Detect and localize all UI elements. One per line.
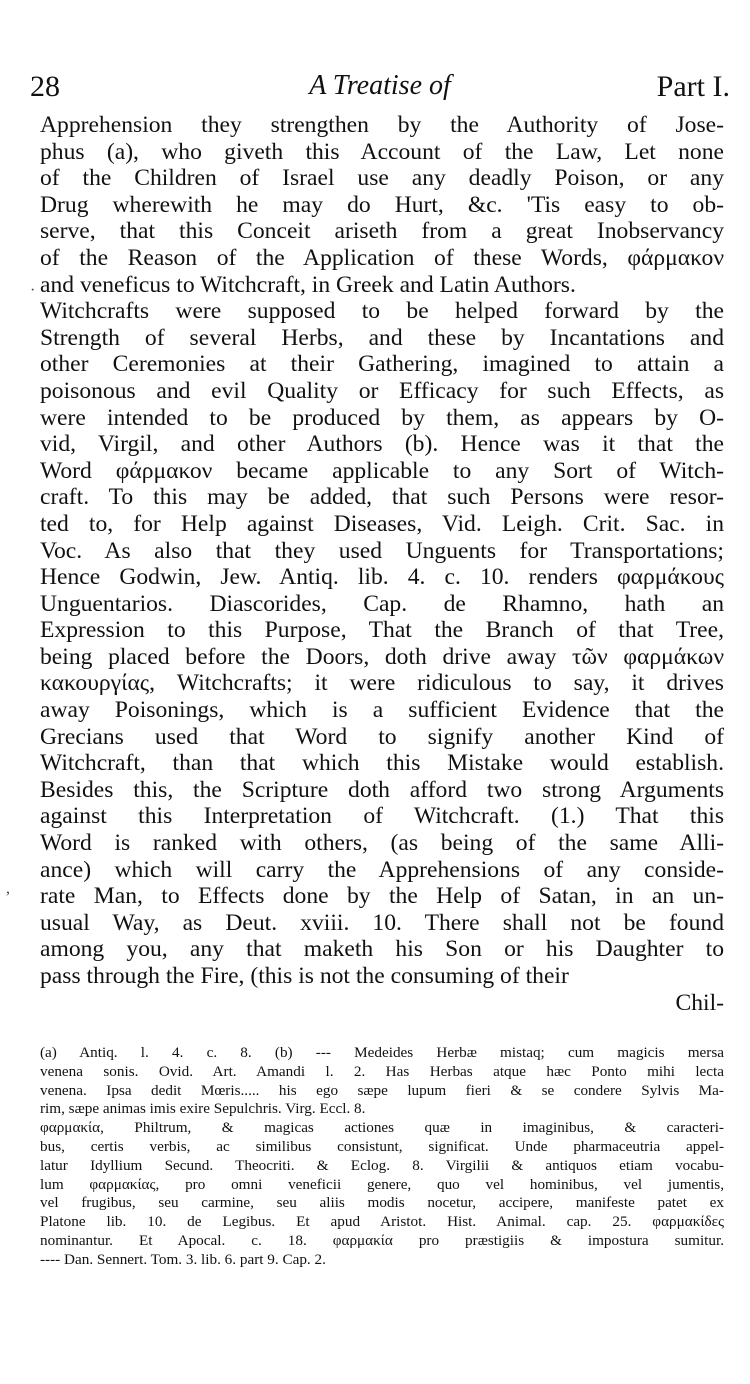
footnote-line: bus, certis verbis, ac similibus consistunt, significat. Unde pharmaceutria appel- <box>40 1137 724 1155</box>
text-line: vid, Virgil, and other Authors (b). Hence was it that the <box>40 431 724 458</box>
running-title <box>30 70 730 102</box>
margin-mark: , <box>6 880 10 897</box>
text-line: against this Interpretation of Witchcraft. (1.) That this <box>40 803 724 830</box>
catchword: Chil- <box>675 989 724 1016</box>
text-line: Unguentarios. Diascorides, Cap. de Rhamno, hath an <box>40 590 724 617</box>
text-line: Expression to this Purpose, That the Branch of that Tree, <box>40 617 724 644</box>
running-title-text: A Treatise of <box>309 70 451 101</box>
text-line: Witchcraft, than that which this Mistake would establish. <box>40 750 724 777</box>
text-line: other Ceremonies at their Gathering, imagined to attain a <box>40 351 724 378</box>
text-line: of the Reason of the Application of these Words, φάρμακον <box>40 244 724 271</box>
text-line: pass through the Fire, (this is not the consuming of their <box>40 963 569 989</box>
text-line: Grecians used that Word to signify another Kind of <box>40 723 724 750</box>
footnote-line: venena sonis. Ovid. Art. Amandi l. 2. Has Herbas atque hæc Ponto mihi lecta <box>40 1062 724 1080</box>
text-line: among you, any that maketh his Son or his Daughter to <box>40 936 724 963</box>
text-line: poisonous and evil Quality or Efficacy for such Effects, as <box>40 377 724 404</box>
footnote-line: venena. Ipsa dedit Mœris..... his ego sæpe lupum fieri & se condere Sylvis Ma- <box>40 1081 724 1099</box>
text-line: were intended to be produced by them, as appears by O- <box>40 404 724 431</box>
footnote-line: φαρμακία, Philtrum, & magicas actiones quæ in imaginibus, & caracteri- <box>40 1119 724 1137</box>
text-line: away Poisonings, which is a sufficient Evidence that the <box>40 697 724 724</box>
text-line: Strength of several Herbs, and these by Incantations and <box>40 324 724 351</box>
text-line: being placed before the Doors, doth drive away τῶν φαρμάκων <box>40 643 724 670</box>
footnotes <box>40 1044 724 1270</box>
text-line: phus (a), who giveth this Account of the Law, Let none <box>40 138 724 165</box>
text-line: Besides this, the Scripture doth afford two strong Arguments <box>40 776 724 803</box>
footnote-line: latur Idyllium Secund. Theocriti. & Eclog. 8. Virgilii & antiquos etiam vocabu- <box>40 1156 724 1174</box>
text-line: ance) which will carry the Apprehensions of any conside- <box>40 856 724 883</box>
text-line: Word φάρμακον became applicable to any Sort of Witch- <box>40 457 724 484</box>
footnote-line: (a) Antiq. l. 4. c. 8. (b) --- Medeides Herbæ mistaq; cum magicis mersa <box>40 1044 724 1061</box>
text-line: serve, that this Conceit ariseth from a great Inobservancy <box>40 218 724 245</box>
footnote-line: vel frugibus, seu carmine, seu aliis modis nocetur, accipere, manifeste patet ex <box>40 1194 724 1212</box>
text-line: usual Way, as Deut. xviii. 10. There shall not be found <box>40 909 724 936</box>
footnote-line: rim, sæpe animas imis exire Sepulchris. Virg. Eccl. 8. <box>40 1100 366 1118</box>
margin-mark: · <box>30 282 36 299</box>
text-line: rate Man, to Effects done by the Help of Satan, in an un- <box>40 883 724 910</box>
page-number: 28 <box>30 70 60 103</box>
footnote-line: ---- Dan. Sennert. Tom. 3. lib. 6. part 9. Cap. 2. <box>40 1250 326 1268</box>
text-line: craft. To this may be added, that such Persons were resor- <box>40 484 724 511</box>
body-text <box>40 112 724 1016</box>
running-header <box>30 70 730 114</box>
text-line: Apprehension they strengthen by the Authority of Jose- <box>40 112 724 138</box>
text-line: Word is ranked with others, (as being of the same Alli- <box>40 830 724 857</box>
footnote-line: lum φαρμακίας, pro omni veneficii genere, quo vel hominibus, vel jumentis, <box>40 1175 724 1193</box>
text-line: Drug wherewith he may do Hurt, &c. 'Tis easy to ob- <box>40 191 724 218</box>
footnote-line: Platone lib. 10. de Legibus. Et apud Aristot. Hist. Animal. cap. 25. φαρμακίδες <box>40 1213 724 1231</box>
text-line: ted to, for Help against Diseases, Vid. Leigh. Crit. Sac. in <box>40 510 724 537</box>
text-line: and veneficus to Witchcraft, in Greek and Latin Authors. <box>40 271 576 298</box>
text-line: κακουργίας, Witchcrafts; it were ridiculous to say, it drives <box>40 670 724 697</box>
text-line: Voc. As also that they used Unguents for Transportations; <box>40 537 724 564</box>
text-line: of the Children of Israel use any deadly Poison, or any <box>40 165 724 192</box>
text-line: Witchcrafts were supposed to be helped forward by the <box>40 298 724 325</box>
part-label: Part I. <box>656 70 730 103</box>
footnote-line: nominantur. Et Apocal. c. 18. φαρμακία pro præstigiis & impostura sumitur. <box>40 1231 724 1249</box>
text-line: Hence Godwin, Jew. Antiq. lib. 4. c. 10. renders φαρμάκους <box>40 564 724 591</box>
